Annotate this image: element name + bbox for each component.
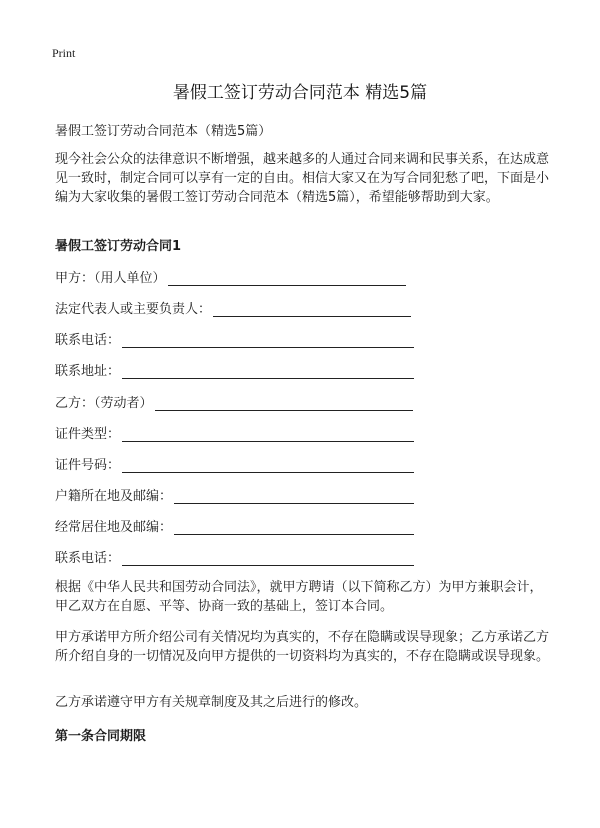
blank-line bbox=[122, 333, 414, 348]
field-label: 乙方：（劳动者） bbox=[55, 396, 153, 411]
field-label: 甲方：（用人单位） bbox=[55, 271, 166, 286]
print-link[interactable]: Print bbox=[52, 46, 76, 60]
field-label: 联系地址： bbox=[55, 364, 121, 379]
field-label: 联系电话： bbox=[55, 333, 121, 348]
field-employer-address bbox=[55, 359, 414, 379]
blank-line bbox=[168, 271, 406, 286]
contract-heading: 暑假工签订劳动合同1 bbox=[55, 239, 182, 254]
field-employee bbox=[55, 391, 413, 411]
article-heading: 第一条合同期限 bbox=[55, 729, 147, 744]
field-label: 经常居住地及邮编： bbox=[55, 520, 173, 535]
blank-line bbox=[174, 489, 414, 504]
field-employer bbox=[55, 266, 406, 286]
field-label: 法定代表人或主要负责人： bbox=[55, 302, 212, 317]
field-id-type bbox=[55, 422, 414, 442]
document-subtitle: 暑假工签订劳动合同范本（精选5篇） bbox=[55, 124, 272, 139]
field-label: 证件号码： bbox=[55, 458, 121, 473]
field-label: 证件类型： bbox=[55, 427, 121, 442]
intro-paragraph: 现今社会公众的法律意识不断增强，越来越多的人通过合同来调和民事关系，在达成意见一致时，制定合同可以享有一定的自由。相信大家又在为写合同犯愁了吧，下面是小编为大家收集的暑假工签订劳动合同范本（精选5篇），希望能够帮助到大家。 bbox=[55, 152, 550, 205]
blank-line bbox=[122, 551, 414, 566]
blank-line bbox=[174, 520, 414, 535]
field-household-registration bbox=[55, 484, 414, 504]
field-label: 户籍所在地及邮编： bbox=[55, 489, 173, 504]
blank-line bbox=[155, 396, 413, 411]
paragraph-legal-basis: 根据《中华人民共和国劳动合同法》，就甲方聘请（以下简称乙方）为甲方兼职会计，甲乙双方在自愿、平等、协商一致的基础上，签订本合同。 bbox=[55, 580, 543, 614]
field-employee-phone bbox=[55, 546, 414, 566]
paragraph-rules: 乙方承诺遵守甲方有关规章制度及其之后进行的修改。 bbox=[55, 695, 368, 710]
blank-line bbox=[213, 302, 411, 317]
blank-line bbox=[122, 364, 414, 379]
blank-line bbox=[122, 458, 414, 473]
field-legal-representative bbox=[55, 297, 411, 317]
blank-line bbox=[122, 427, 414, 442]
field-id-number bbox=[55, 453, 414, 473]
field-label: 联系电话： bbox=[55, 551, 121, 566]
field-residence bbox=[55, 515, 414, 535]
field-employer-phone bbox=[55, 328, 414, 348]
page-title: 暑假工签订劳动合同范本 精选5篇 bbox=[172, 83, 428, 103]
paragraph-truthfulness: 甲方承诺甲方所介绍公司有关情况均为真实的，不存在隐瞒或误导现象；乙方承诺乙方所介绍自身的一切情况及向甲方提供的一切资料均为真实的，不存在隐瞒或误导现象。 bbox=[55, 630, 550, 664]
